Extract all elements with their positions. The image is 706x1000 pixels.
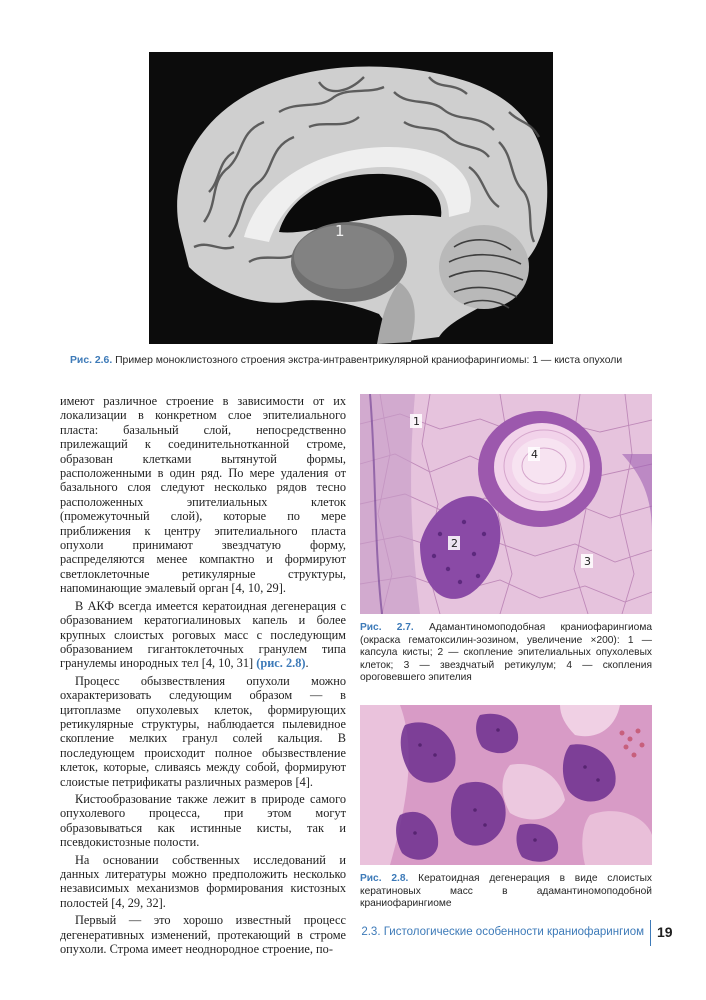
paragraph-3: Процесс обызвествления опухоли можно охарактеризовать следующим образом — в цитоплазме опухолевых клеток, формирующих ретикулярные структуры, наблюдается пылевидное скопление мелких гранул солей кальция. В последующем происходит полное обызвествление клеток, которые, сливаясь между собой, формируют слоистые петрификаты различных размеров [4]. — [60, 673, 346, 789]
footer-divider — [650, 920, 651, 946]
paragraph-1: имеют различное строение в зависимости от их локализации в конкретном слое эпителиального пласта: базальный слой, непосредственно прилежащий к соединительнотканной строме, образован клетками вытянутой формы, расположенными в один ряд. По мере удаления от базального слоя следуют несколько рядов тесно расположенных эпителиальных клеток (промежуточный слой), которые по мере приближения к центру эпителиального пласта опухоли принимают звездчатую форму, распределяются менее компактно и формируют светлоклеточные ретикулярные структуры, напоминающие эмалевый орган [4, 10, 29]. — [60, 394, 346, 596]
figure-reference[interactable]: (рис. 2.8) — [256, 656, 306, 671]
figure-2-8-label: Рис. 2.8. — [360, 873, 409, 884]
figure-2-7-marker-1: 1 — [413, 415, 420, 428]
figure-2-7-caption — [360, 622, 652, 685]
paragraph-5: На основании собственных исследований и данных литературы можно предположить несколько независимых механизмов формирования кистозных полостей [4, 29, 32]. — [60, 852, 346, 910]
figure-2-6-marker: 1 — [335, 222, 345, 240]
figure-2-8-caption — [360, 873, 652, 911]
paragraph-2-end: . — [305, 656, 309, 671]
paragraph-4: Кистообразование также лежит в природе самого опухолевого процесса, при этом могут образовываться как истинные кисты, так и псевдокистозные полости. — [60, 791, 346, 850]
figure-2-7-image — [360, 394, 652, 614]
figure-2-6-image — [149, 52, 553, 344]
paragraph-2-text: В АКФ всегда имеется кератоидная дегенерация с образованием кератогиалиновых капель и более крупных слоистых роговых масс с последующим образованием гигантоклеточных гранулем типа гранулемы инородных тел [4, 10, 31] — [60, 598, 346, 671]
paragraph-6: Первый — это хорошо известный процесс дегенеративных изменений, протекающий в строме опухоли. Строма имеет неоднородное строение, по- — [60, 913, 346, 957]
figure-2-7-marker-2: 2 — [451, 537, 458, 550]
figure-2-7-marker-4: 4 — [531, 448, 538, 461]
running-footer-section: 2.3. Гистологические особенности краниофарингиом — [361, 926, 644, 938]
figure-2-6-caption-text: Пример моноклистозного строения экстра-интравентрикулярной краниофарингиомы: 1 — киста опухоли — [112, 355, 623, 366]
figure-2-6-label: Рис. 2.6. — [70, 355, 113, 366]
body-text — [60, 394, 346, 959]
figure-2-6-caption — [70, 354, 670, 367]
figure-2-7-label: Рис. 2.7. — [360, 622, 414, 633]
paragraph-2 — [60, 599, 346, 671]
figure-2-8-image — [360, 705, 652, 865]
figure-2-8-caption-text: Кератоидная дегенерация в виде слоистых кератиновых масс в адамантиномоподобной краниофарингиоме — [360, 873, 652, 910]
figure-2-7-caption-text: Адамантиномоподобная краниофарингиома (окраска гематоксилин-эозином, увеличение ×200): 1 — капсула кисты; 2 — скопление эпителиальных опухолевых клеток; 3 — звездчатый ретикулум; 4 — скопления ороговевшего эпителия — [360, 622, 652, 684]
figure-2-7-marker-3: 3 — [584, 555, 591, 568]
page-number: 19 — [657, 924, 673, 940]
